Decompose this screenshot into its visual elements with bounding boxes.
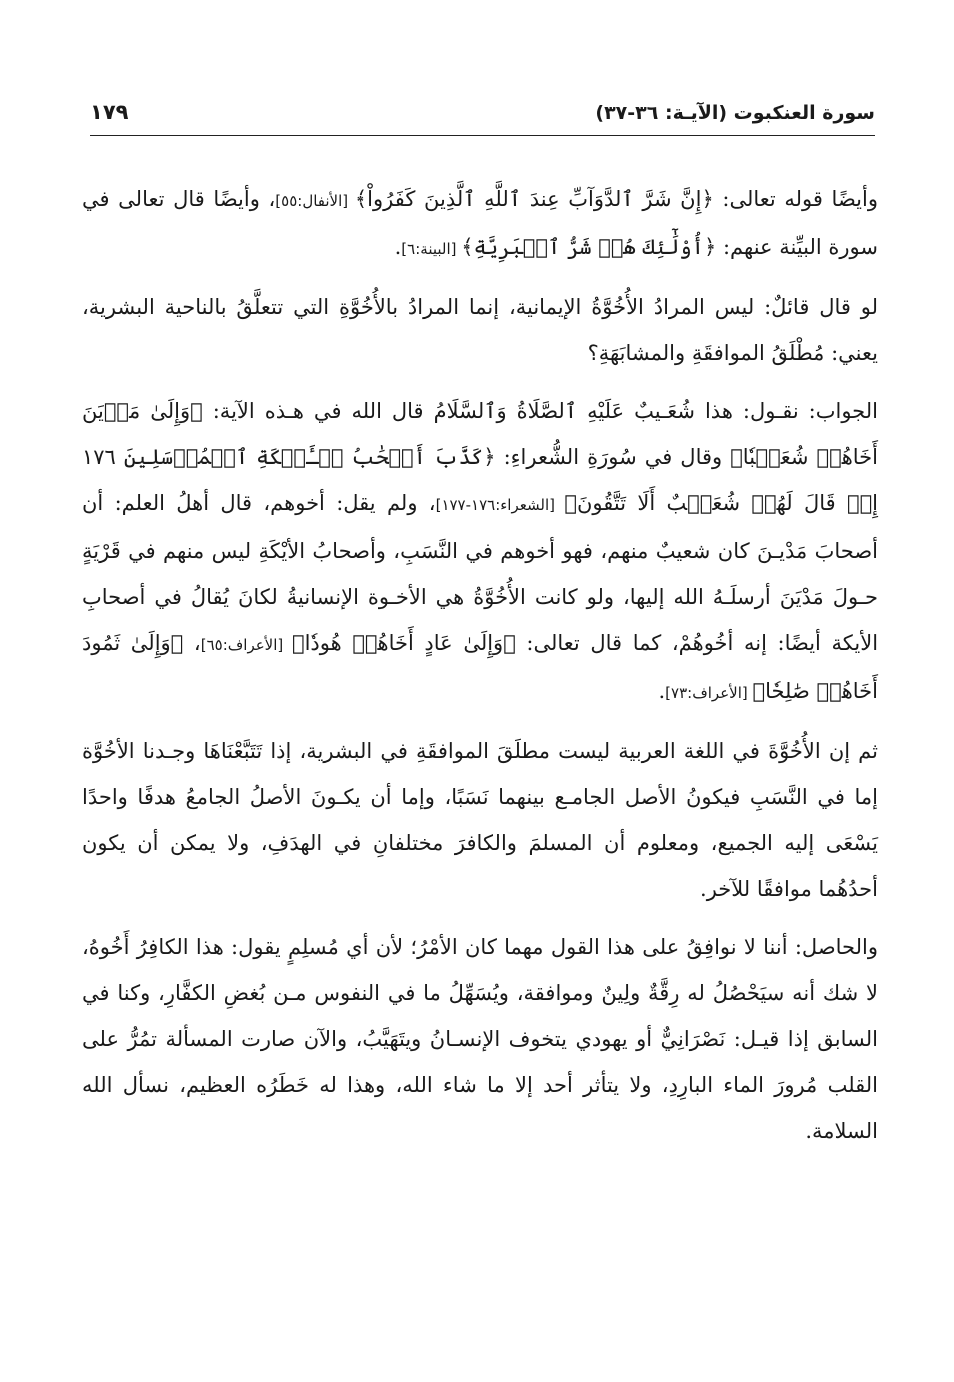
paragraph-5: [82, 924, 878, 1154]
text: لو قال قائلٌ: ليس المرادُ الأُخُوَّةُ الإيمانية، إنما المرادُ بالأُخُوَّةِ التي تتعلَّقُ بالناحية البشرية، يعني: مُطْلَقُ الموافقَةِ والمشابَهَةِ؟: [82, 295, 878, 365]
verse-reference: [الشعراء:١٧٦-١٧٧]: [435, 496, 565, 514]
quran-verse: ﴿وَإِلَىٰ مَدۡيَنَ أَخَاهُمۡ شُعَيۡبٗا﴾: [82, 399, 878, 469]
header-divider: [90, 135, 875, 136]
text: ، ولم يقل: أخوهم، قال أهلُ العلم: أن أصحابَ مَدْيـنَ كان شعيبٌ منهم، فهو أخوهم في النَّسَبِ، وأصحابُ الأيْكَةِ ليس منهم في قَرْيَةٍ حـولَ مَدْيَنَ أرسلَـهُ الله إليها، ولو كانت الأُخُوَّةُ هي الأخـوة الإنسانيةُ لكانَ يُقالُ في أصحابِ الأيكة أيضًا: إنه أخُوهُمْ، كما قال تعالى:: [82, 491, 879, 655]
quran-verse: ﴿وَإِلَىٰ عَادٍ أَخَاهُمۡ هُودٗا﴾: [291, 631, 516, 655]
text: الجواب: نقـول: هذا شُعَـيبٌ عَلَيْهِ ٱلصَّلَاةُ وَٱلسَّلَامُ قال الله في هـذه الآية:: [202, 399, 878, 423]
text: ،: [183, 631, 201, 655]
verse-reference: [الأنفال:٥٥]: [275, 192, 355, 210]
paragraph-4: [82, 728, 878, 912]
quran-verse: ﴿إِنَّ شَرَّ ٱلدَّوَآبِّ عِندَ ٱللَّهِ ٱلَّذِينَ كَفَرُواْ﴾: [354, 187, 714, 211]
page-number: ١٧٩: [90, 100, 129, 124]
page-body: [82, 176, 878, 1166]
text: وأيضًا قوله تعالى:: [713, 187, 878, 211]
verse-reference: [الأعراف:٦٥]: [200, 636, 292, 654]
verse-reference: [الأعراف:٧٣]: [665, 684, 753, 702]
verse-reference: [البينة:٦]: [401, 240, 462, 258]
text: والحاصل: أننا لا نوافِقُ على هذا القول مهما كان الأمْرُ؛ لأن أي مُسلِمٍ يقول: هذا الكافِرُ أَخُوهُ، لا شك أنه سيَحْصُلُ له رِقَّةٌ ولِينٌ وموافقة، ويُسَهِّلُ ما في النفوس مـن بُغضِ الكفَّارِ، وكنا في السابق إذا قيـل: نَصْرَانِيٌّ أو يهودي يتخوف الإنسـانُ ويتَهَيَّبُ، والآن صارت المسألة تمُرُّ على القلب مُرورَ الماء البارِدِ، ولا يتأثر أحد إلا ما شاء الله، وهذا له خَطَرُه العظيم، نسأل الله السلامة.: [82, 935, 878, 1143]
paragraph-3: [82, 388, 878, 716]
quran-verse: ﴿كَذَّبَ أَصۡحَٰبُ لۡـَٔيۡكَةِ ٱلۡمُرۡسَلِينَ ١٧٦ إِذۡ قَالَ لَهُمۡ شُعَيۡبٌ أَلَا تَتَّقُونَ﴾: [82, 445, 879, 515]
running-header-title: سورة العنكبوت (الآيـة: ٣٦-٣٧): [595, 102, 875, 124]
quran-verse: ﴿وَإِلَىٰ ثَمُودَ أَخَاهُمۡ صَٰلِحٗا﴾: [82, 631, 878, 703]
text: .: [394, 235, 402, 259]
text: وقال في سُورَةِ الشُّعراءِ:: [495, 445, 731, 469]
text: ثم إن الأُخُوَّةَ في اللغة العربية ليست مطلَقَ الموافقَةِ في البشرية، إذا تَتَبَّعْنَاهَا وجـدنا الأخُوَّة إما في النَّسَبِ فيكونُ الأصل الجامـع بينهما نَسَبًا، وإما أن يكـونَ الأصلُ الجامعُ هدفًا واحدًا يَسْعَى إليه الجميع، ومعلوم أن المسلمَ والكافرَ مختلفانِ في الهدَفِ، ولا يمكن أن يكون أحدُهُما موافقًا للآخر.: [82, 739, 878, 901]
text: ، وأيضًا قال تعالى في سورة البيِّنة عنهم:: [82, 187, 878, 259]
text: .: [658, 679, 666, 703]
quran-verse: ﴿أُوْلَٰٓئِكَ هُمۡ شَرُّ ٱلۡبَرِيَّةِ﴾: [461, 235, 717, 259]
paragraph-2: [82, 284, 878, 376]
page-header: [90, 98, 875, 134]
paragraph-1: [82, 176, 878, 272]
